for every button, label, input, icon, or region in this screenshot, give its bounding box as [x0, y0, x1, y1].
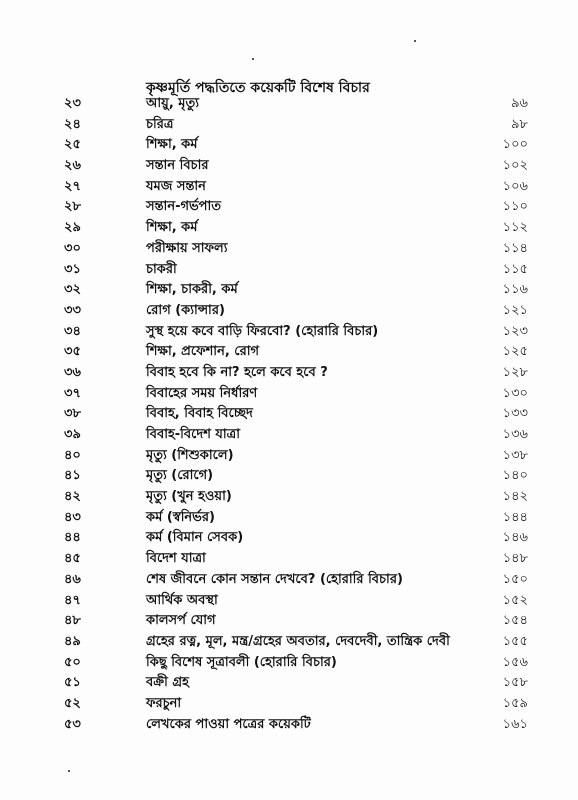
entry-page-number: ১৫৬	[502, 654, 528, 670]
toc-entry	[0, 673, 578, 694]
entry-title: বিবাহ, বিবাহ বিচ্ছেদ	[146, 406, 253, 422]
entry-title: বক্রী গ্রহ	[146, 675, 189, 691]
entry-number: ২৬	[64, 158, 81, 174]
entry-title: সন্তান-গর্ভপাত	[146, 199, 222, 215]
entry-title: লেখকের পাওয়া পত্রের কয়েকটি	[146, 716, 311, 732]
entry-page-number: ১০০	[502, 137, 528, 153]
table-of-contents	[0, 94, 578, 735]
entry-number: ২৩	[64, 96, 81, 111]
ink-speck	[68, 770, 70, 772]
entry-number: ৩২	[64, 282, 81, 298]
entry-title: বিবাহ-বিদেশ যাত্রা	[146, 427, 240, 442]
entry-number: ৩০	[64, 240, 81, 256]
toc-entry	[0, 260, 578, 281]
entry-number: ৩৯	[64, 427, 81, 442]
entry-page-number: ১২৫	[502, 344, 528, 360]
entry-title: শিক্ষা, কর্ম	[146, 220, 198, 236]
toc-entry	[0, 694, 578, 715]
toc-entry	[0, 611, 578, 632]
entry-title: গ্রহের রত্ন, মূল, মন্ত্র/গ্রহের অবতার, দেবদেবী, তান্ত্রিক দেবী	[146, 633, 450, 649]
toc-entry	[0, 384, 578, 405]
entry-page-number: ১৩৬	[502, 427, 528, 442]
entry-page-number: ১৫২	[502, 592, 528, 608]
entry-page-number: ১৪২	[502, 489, 528, 505]
entry-number: ৩১	[64, 261, 81, 277]
entry-number: ৪৪	[64, 530, 81, 546]
entry-number: ৫১	[64, 675, 81, 691]
entry-number: ৪৬	[64, 571, 81, 587]
toc-entry	[0, 528, 578, 549]
entry-title: বিবাহ হবে কি না? হলে কবে হবে ?	[146, 364, 328, 380]
entry-number: ২৫	[64, 137, 81, 153]
entry-title: ফরচুনা	[146, 695, 182, 711]
entry-number: ২৮	[64, 199, 81, 215]
toc-entry	[0, 177, 578, 198]
section-heading: কৃষ্ণমূর্তি পদ্ধতিতে কয়েকটি বিশেষ বিচার	[146, 80, 370, 96]
toc-entry	[0, 94, 578, 115]
toc-entry	[0, 632, 578, 653]
entry-number: ৩৩	[64, 302, 81, 318]
entry-page-number: ১১০	[502, 199, 528, 215]
entry-page-number: ১৫৯	[502, 695, 528, 711]
entry-number: ৩৪	[64, 323, 81, 339]
entry-page-number: ১৪৮	[502, 551, 528, 567]
entry-page-number: ১৫৮	[502, 675, 528, 691]
toc-entry	[0, 280, 578, 301]
ink-speck	[414, 40, 416, 42]
entry-title: শিক্ষা, চাকরী, কর্ম	[146, 282, 238, 298]
toc-entry	[0, 404, 578, 425]
toc-entry	[0, 487, 578, 508]
entry-page-number: ৯৬	[511, 96, 528, 111]
entry-title: আর্থিক অবস্থা	[146, 592, 218, 608]
entry-number: ৩৮	[64, 406, 81, 422]
entry-title: পরীক্ষায় সাফল্য	[146, 240, 228, 256]
entry-title: সন্তান বিচার	[146, 158, 209, 174]
entry-page-number: ১১২	[502, 220, 528, 236]
entry-title: শিক্ষা, কর্ম	[146, 137, 198, 153]
entry-page-number: ১০২	[502, 158, 528, 174]
toc-entry	[0, 363, 578, 384]
entry-page-number: ১৫০	[502, 571, 528, 587]
toc-entry	[0, 466, 578, 487]
entry-page-number: ১২৮	[502, 364, 528, 380]
entry-number: ৪০	[64, 447, 81, 463]
entry-page-number: ১৩৩	[502, 406, 528, 422]
entry-title: মৃত্যু (শিশুকালে)	[146, 447, 234, 463]
entry-page-number: ১১৪	[502, 240, 528, 256]
toc-entry	[0, 715, 578, 736]
entry-number: ৫০	[64, 654, 81, 670]
toc-entry	[0, 549, 578, 570]
entry-number: ২৯	[64, 220, 81, 236]
toc-entry	[0, 446, 578, 467]
entry-page-number: ৯৮	[511, 116, 528, 132]
entry-page-number: ১৫৪	[502, 613, 528, 629]
entry-number: ৩৭	[64, 385, 81, 401]
entry-title: শেষ জীবনে কোন সন্তান দেখবে? (হোরারি বিচার)	[146, 571, 403, 587]
entry-page-number: ১৫৫	[502, 633, 528, 649]
entry-title: মৃত্যু (খুন হওয়া)	[146, 489, 232, 505]
toc-entry	[0, 239, 578, 260]
toc-entry	[0, 218, 578, 239]
entry-number: ৪৫	[64, 551, 81, 567]
entry-title: কর্ম (বিমান সেবক)	[146, 530, 244, 546]
toc-entry	[0, 135, 578, 156]
entry-number: ২৭	[64, 178, 81, 194]
entry-number: ৪৮	[64, 613, 81, 629]
entry-number: ৪৯	[64, 633, 81, 649]
entry-number: ৪৭	[64, 592, 81, 608]
toc-entry	[0, 508, 578, 529]
toc-entry	[0, 342, 578, 363]
entry-number: ৫২	[64, 695, 81, 711]
toc-entry	[0, 322, 578, 343]
entry-number: ৪৩	[64, 509, 81, 525]
entry-page-number: ১২১	[502, 302, 528, 318]
entry-page-number: ১০৬	[502, 178, 528, 194]
toc-entry	[0, 653, 578, 674]
toc-entry	[0, 197, 578, 218]
entry-page-number: ১২৩	[502, 323, 528, 339]
entry-page-number: ১১৫	[502, 261, 528, 277]
entry-title: মৃত্যু (রোগে)	[146, 468, 214, 484]
entry-title: কর্ম (স্বনির্ভর)	[146, 509, 215, 525]
entry-number: ২৪	[64, 116, 81, 132]
entry-title: চাকরী	[146, 261, 177, 277]
entry-page-number: ১৬১	[502, 716, 528, 732]
entry-page-number: ১৪৬	[502, 530, 528, 546]
entry-number: ৪১	[64, 468, 81, 484]
entry-title: বিবাহের সময় নির্ধারণ	[146, 385, 258, 401]
entry-page-number: ১৩০	[502, 385, 528, 401]
entry-title: সুস্থ হয়ে কবে বাড়ি ফিরবো? (হোরারি বিচার)	[146, 323, 379, 339]
entry-page-number: ১১৬	[502, 282, 528, 298]
entry-number: ৩৬	[64, 364, 81, 380]
entry-number: ৫৩	[64, 716, 81, 732]
toc-entry	[0, 570, 578, 591]
entry-page-number: ১৪৪	[502, 509, 528, 525]
entry-number: ৪২	[64, 489, 81, 505]
entry-number: ৩৫	[64, 344, 81, 360]
entry-title: কিছু বিশেষ সূত্রাবলী (হোরারি বিচার)	[146, 654, 337, 670]
entry-title: চরিত্র	[146, 116, 174, 132]
entry-page-number: ১৪০	[502, 468, 528, 484]
entry-title: রোগ (ক্যান্সার)	[146, 302, 225, 318]
toc-entry	[0, 115, 578, 136]
entry-page-number: ১৩৮	[502, 447, 528, 463]
toc-entry	[0, 425, 578, 446]
entry-title: শিক্ষা, প্রফেশান, রোগ	[146, 344, 260, 360]
entry-title: বিদেশ যাত্রা	[146, 551, 206, 567]
ink-speck	[252, 58, 254, 60]
toc-entry	[0, 301, 578, 322]
entry-title: যমজ সন্তান	[146, 178, 206, 194]
toc-entry	[0, 156, 578, 177]
toc-entry	[0, 591, 578, 612]
entry-title: কালসর্প যোগ	[146, 613, 216, 629]
entry-title: আয়ু, মৃত্যু	[146, 96, 200, 111]
